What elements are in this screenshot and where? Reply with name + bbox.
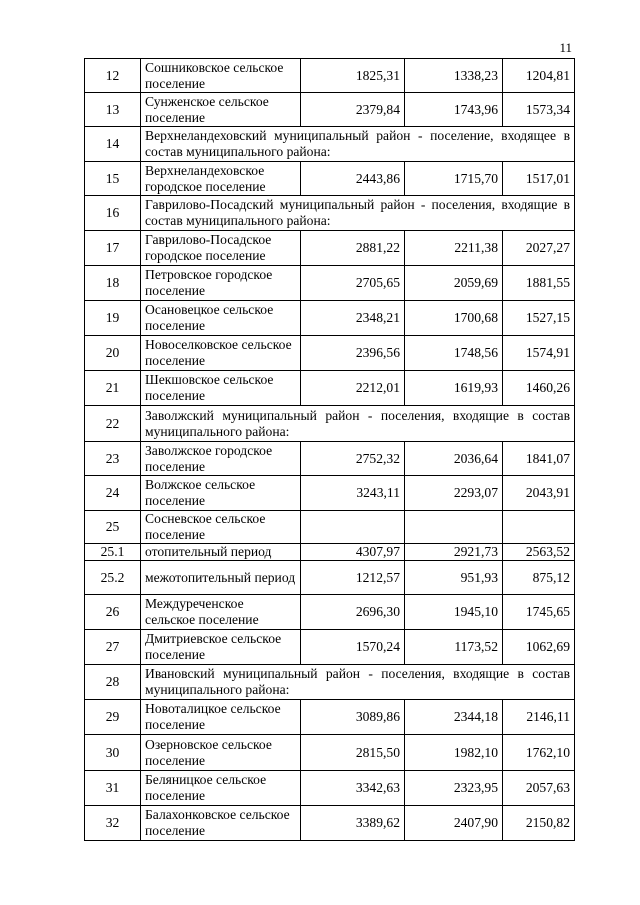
- value-2: 2036,64: [405, 442, 503, 476]
- value-2: 2323,95: [405, 771, 503, 806]
- table-row: [85, 336, 575, 371]
- table-row: [85, 406, 575, 442]
- value-3: 2027,27: [503, 231, 575, 266]
- value-3: 1573,34: [503, 93, 575, 127]
- district-header: Ивановский муниципальный район - поселения, входящие в состав муниципального района:: [141, 665, 575, 700]
- value-3: 1517,01: [503, 162, 575, 196]
- row-number: 12: [85, 59, 141, 93]
- settlement-name: Новоселковское сельское поселение: [141, 336, 301, 371]
- row-number: 27: [85, 630, 141, 665]
- row-number: 26: [85, 595, 141, 630]
- value-3: 1527,15: [503, 301, 575, 336]
- value-1: 2752,32: [301, 442, 405, 476]
- settlement-name: Озерновское сельское поселение: [141, 735, 301, 771]
- value-3: 1460,26: [503, 371, 575, 406]
- table-row: [85, 561, 575, 595]
- row-number: 13: [85, 93, 141, 127]
- table-row: [85, 162, 575, 196]
- table-row: [85, 59, 575, 93]
- value-1: 2396,56: [301, 336, 405, 371]
- value-3: 2043,91: [503, 476, 575, 511]
- value-2: 1173,52: [405, 630, 503, 665]
- row-number: 17: [85, 231, 141, 266]
- table-row: [85, 700, 575, 735]
- settlement-name: Сосневское сельское поселение: [141, 511, 301, 544]
- table-row: [85, 511, 575, 544]
- value-3: 1841,07: [503, 442, 575, 476]
- value-2: 2293,07: [405, 476, 503, 511]
- value-2: 1700,68: [405, 301, 503, 336]
- value-3: 2563,52: [503, 544, 575, 561]
- row-number: 15: [85, 162, 141, 196]
- settlement-name: межотопительный период: [141, 561, 301, 595]
- value-3: 1574,91: [503, 336, 575, 371]
- table-body: [85, 59, 575, 841]
- value-1: 3389,62: [301, 806, 405, 841]
- settlement-name: Шекшовское сельское поселение: [141, 371, 301, 406]
- value-2: 2059,69: [405, 266, 503, 301]
- row-number: 31: [85, 771, 141, 806]
- value-3: 2150,82: [503, 806, 575, 841]
- settlement-name: Заволжское городское поселение: [141, 442, 301, 476]
- settlement-name: Балахонковское сельское поселение: [141, 806, 301, 841]
- value-3: 1762,10: [503, 735, 575, 771]
- settlement-name: Осановецкое сельское поселение: [141, 301, 301, 336]
- table-row: [85, 127, 575, 162]
- settlement-name: Сошниковское сельское поселение: [141, 59, 301, 93]
- table-row: [85, 301, 575, 336]
- value-1: 1570,24: [301, 630, 405, 665]
- value-1: 3342,63: [301, 771, 405, 806]
- value-1: 2348,21: [301, 301, 405, 336]
- row-number: 30: [85, 735, 141, 771]
- settlement-name: Волжское сельское поселение: [141, 476, 301, 511]
- row-number: 14: [85, 127, 141, 162]
- row-number: 21: [85, 371, 141, 406]
- row-number: 19: [85, 301, 141, 336]
- settlement-name: Сунженское сельское поселение: [141, 93, 301, 127]
- table-row: [85, 735, 575, 771]
- value-3: 1204,81: [503, 59, 575, 93]
- table-row: [85, 806, 575, 841]
- value-2: 951,93: [405, 561, 503, 595]
- settlement-name: Беляницкое сельское поселение: [141, 771, 301, 806]
- value-1: 2379,84: [301, 93, 405, 127]
- table-row: [85, 196, 575, 231]
- table-row: [85, 442, 575, 476]
- value-1: 3243,11: [301, 476, 405, 511]
- value-1: 2696,30: [301, 595, 405, 630]
- settlement-name: Междуреченское сельское поселение: [141, 595, 301, 630]
- value-2: 2921,73: [405, 544, 503, 561]
- row-number: 32: [85, 806, 141, 841]
- row-number: 24: [85, 476, 141, 511]
- value-2: 1748,56: [405, 336, 503, 371]
- value-1: 1825,31: [301, 59, 405, 93]
- value-2: 1982,10: [405, 735, 503, 771]
- table-row: [85, 231, 575, 266]
- value-1: 1212,57: [301, 561, 405, 595]
- table-row: [85, 771, 575, 806]
- value-1: [301, 511, 405, 544]
- value-3: 875,12: [503, 561, 575, 595]
- value-3: 1881,55: [503, 266, 575, 301]
- row-number: 29: [85, 700, 141, 735]
- settlement-name: Дмитриевское сельское поселение: [141, 630, 301, 665]
- row-number: 16: [85, 196, 141, 231]
- value-1: 2443,86: [301, 162, 405, 196]
- table-row: [85, 93, 575, 127]
- value-2: 1743,96: [405, 93, 503, 127]
- page-number: 11: [559, 40, 572, 55]
- value-3: 1745,65: [503, 595, 575, 630]
- value-3: 2057,63: [503, 771, 575, 806]
- value-2: 2211,38: [405, 231, 503, 266]
- value-2: [405, 511, 503, 544]
- table-row: [85, 266, 575, 301]
- table-row: [85, 665, 575, 700]
- table-row: [85, 630, 575, 665]
- value-2: 1715,70: [405, 162, 503, 196]
- value-1: 3089,86: [301, 700, 405, 735]
- row-number: 18: [85, 266, 141, 301]
- district-header: Верхнеландеховский муниципальный район - поселение, входящее в состав муниципального района:: [141, 127, 575, 162]
- table-row: [85, 595, 575, 630]
- settlement-name: Новоталицкое сельское поселение: [141, 700, 301, 735]
- table-row: [85, 476, 575, 511]
- value-1: 2815,50: [301, 735, 405, 771]
- row-number: 25: [85, 511, 141, 544]
- value-1: 4307,97: [301, 544, 405, 561]
- value-2: 2344,18: [405, 700, 503, 735]
- value-1: 2705,65: [301, 266, 405, 301]
- value-2: 1619,93: [405, 371, 503, 406]
- row-number: 20: [85, 336, 141, 371]
- row-number: 28: [85, 665, 141, 700]
- row-number: 25.2: [85, 561, 141, 595]
- settlement-name: Гаврилово-Посадское городское поселение: [141, 231, 301, 266]
- value-2: 2407,90: [405, 806, 503, 841]
- table-row: [85, 371, 575, 406]
- value-2: 1945,10: [405, 595, 503, 630]
- value-3: [503, 511, 575, 544]
- settlement-name: отопительный период: [141, 544, 301, 561]
- value-2: 1338,23: [405, 59, 503, 93]
- tariff-table: [84, 58, 575, 841]
- district-header: Гаврилово-Посадский муниципальный район - поселения, входящие в состав муниципального района:: [141, 196, 575, 231]
- value-1: 2881,22: [301, 231, 405, 266]
- district-header: Заволжский муниципальный район - поселения, входящие в состав муниципального района:: [141, 406, 575, 442]
- value-1: 2212,01: [301, 371, 405, 406]
- settlement-name: Петровское городское поселение: [141, 266, 301, 301]
- row-number: 22: [85, 406, 141, 442]
- row-number: 23: [85, 442, 141, 476]
- row-number: 25.1: [85, 544, 141, 561]
- table-row: [85, 544, 575, 561]
- value-3: 1062,69: [503, 630, 575, 665]
- value-3: 2146,11: [503, 700, 575, 735]
- settlement-name: Верхнеландеховское городское поселение: [141, 162, 301, 196]
